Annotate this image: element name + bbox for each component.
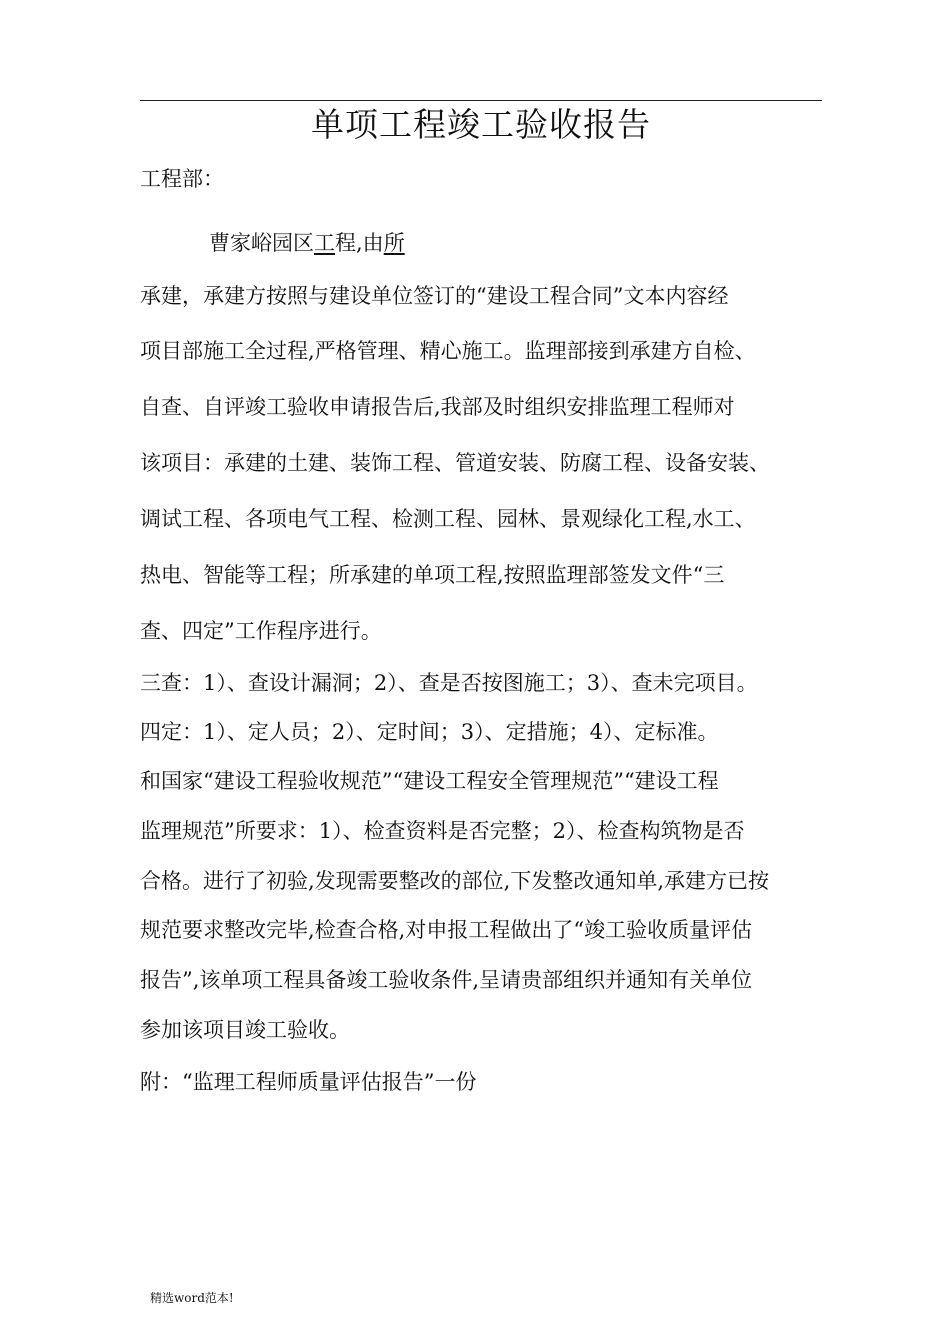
underlined-text: 所 (383, 231, 405, 255)
san-cha-line: 三查：1）、查设计漏洞；2）、查是否按图施工；3）、查未完项目。 (140, 671, 758, 695)
body-line: 调试工程、各项电气工程、检测工程、园林、景观绿化工程,水工、 (140, 507, 756, 531)
project-name: 曹家峪园区 (209, 231, 314, 255)
body-line: 项目部施工全过程,严格管理、精心施工。监理部接到承建方自检、 (140, 339, 756, 363)
underlined-text: 工 (314, 231, 335, 255)
body-line: 参加该项目竣工验收。 (140, 1018, 350, 1042)
body-line: 查、四定”工作程序进行。 (140, 619, 382, 643)
intro-line (209, 229, 405, 257)
addressee-line: 工程部： (140, 167, 224, 191)
header-rule (140, 100, 822, 101)
body-line: 规范要求整改完毕,检查合格,对申报工程做出了“竣工验收质量评估 (140, 918, 753, 942)
attachment-line: 附：“监理工程师质量评估报告”一份 (140, 1070, 477, 1094)
page-footer: 精选word范本! (150, 1291, 234, 1305)
body-line: 该项目：承建的土建、装饰工程、管道安装、防腐工程、设备安装、 (140, 451, 770, 475)
body-line: 监理规范”所要求：1）、检查资料是否完整；2）、检查构筑物是否 (140, 819, 745, 843)
body-line: 自查、自评竣工验收申请报告后,我部及时组织安排监理工程师对 (140, 395, 735, 419)
body-line: 和国家“建设工程验收规范”“建设工程安全管理规范”“建设工程 (140, 769, 719, 793)
intro-text: 程,由 (335, 231, 384, 255)
body-line: 合格。进行了初验,发现需要整改的部位,下发整改通知单,承建方已按 (140, 869, 770, 893)
body-line: 热电、智能等工程；所承建的单项工程,按照监理部签发文件“三 (140, 563, 725, 587)
si-ding-line: 四定：1）、定人员；2）、定时间；3）、定措施；4）、定标准。 (140, 720, 719, 744)
document-title: 单项工程竣工验收报告 (311, 105, 651, 144)
body-line: 报告”,该单项工程具备竣工验收条件,呈请贵部组织并通知有关单位 (140, 968, 753, 992)
body-line: 承建，承建方按照与建设单位签订的“建设工程合同”文本内容经 (140, 284, 729, 308)
